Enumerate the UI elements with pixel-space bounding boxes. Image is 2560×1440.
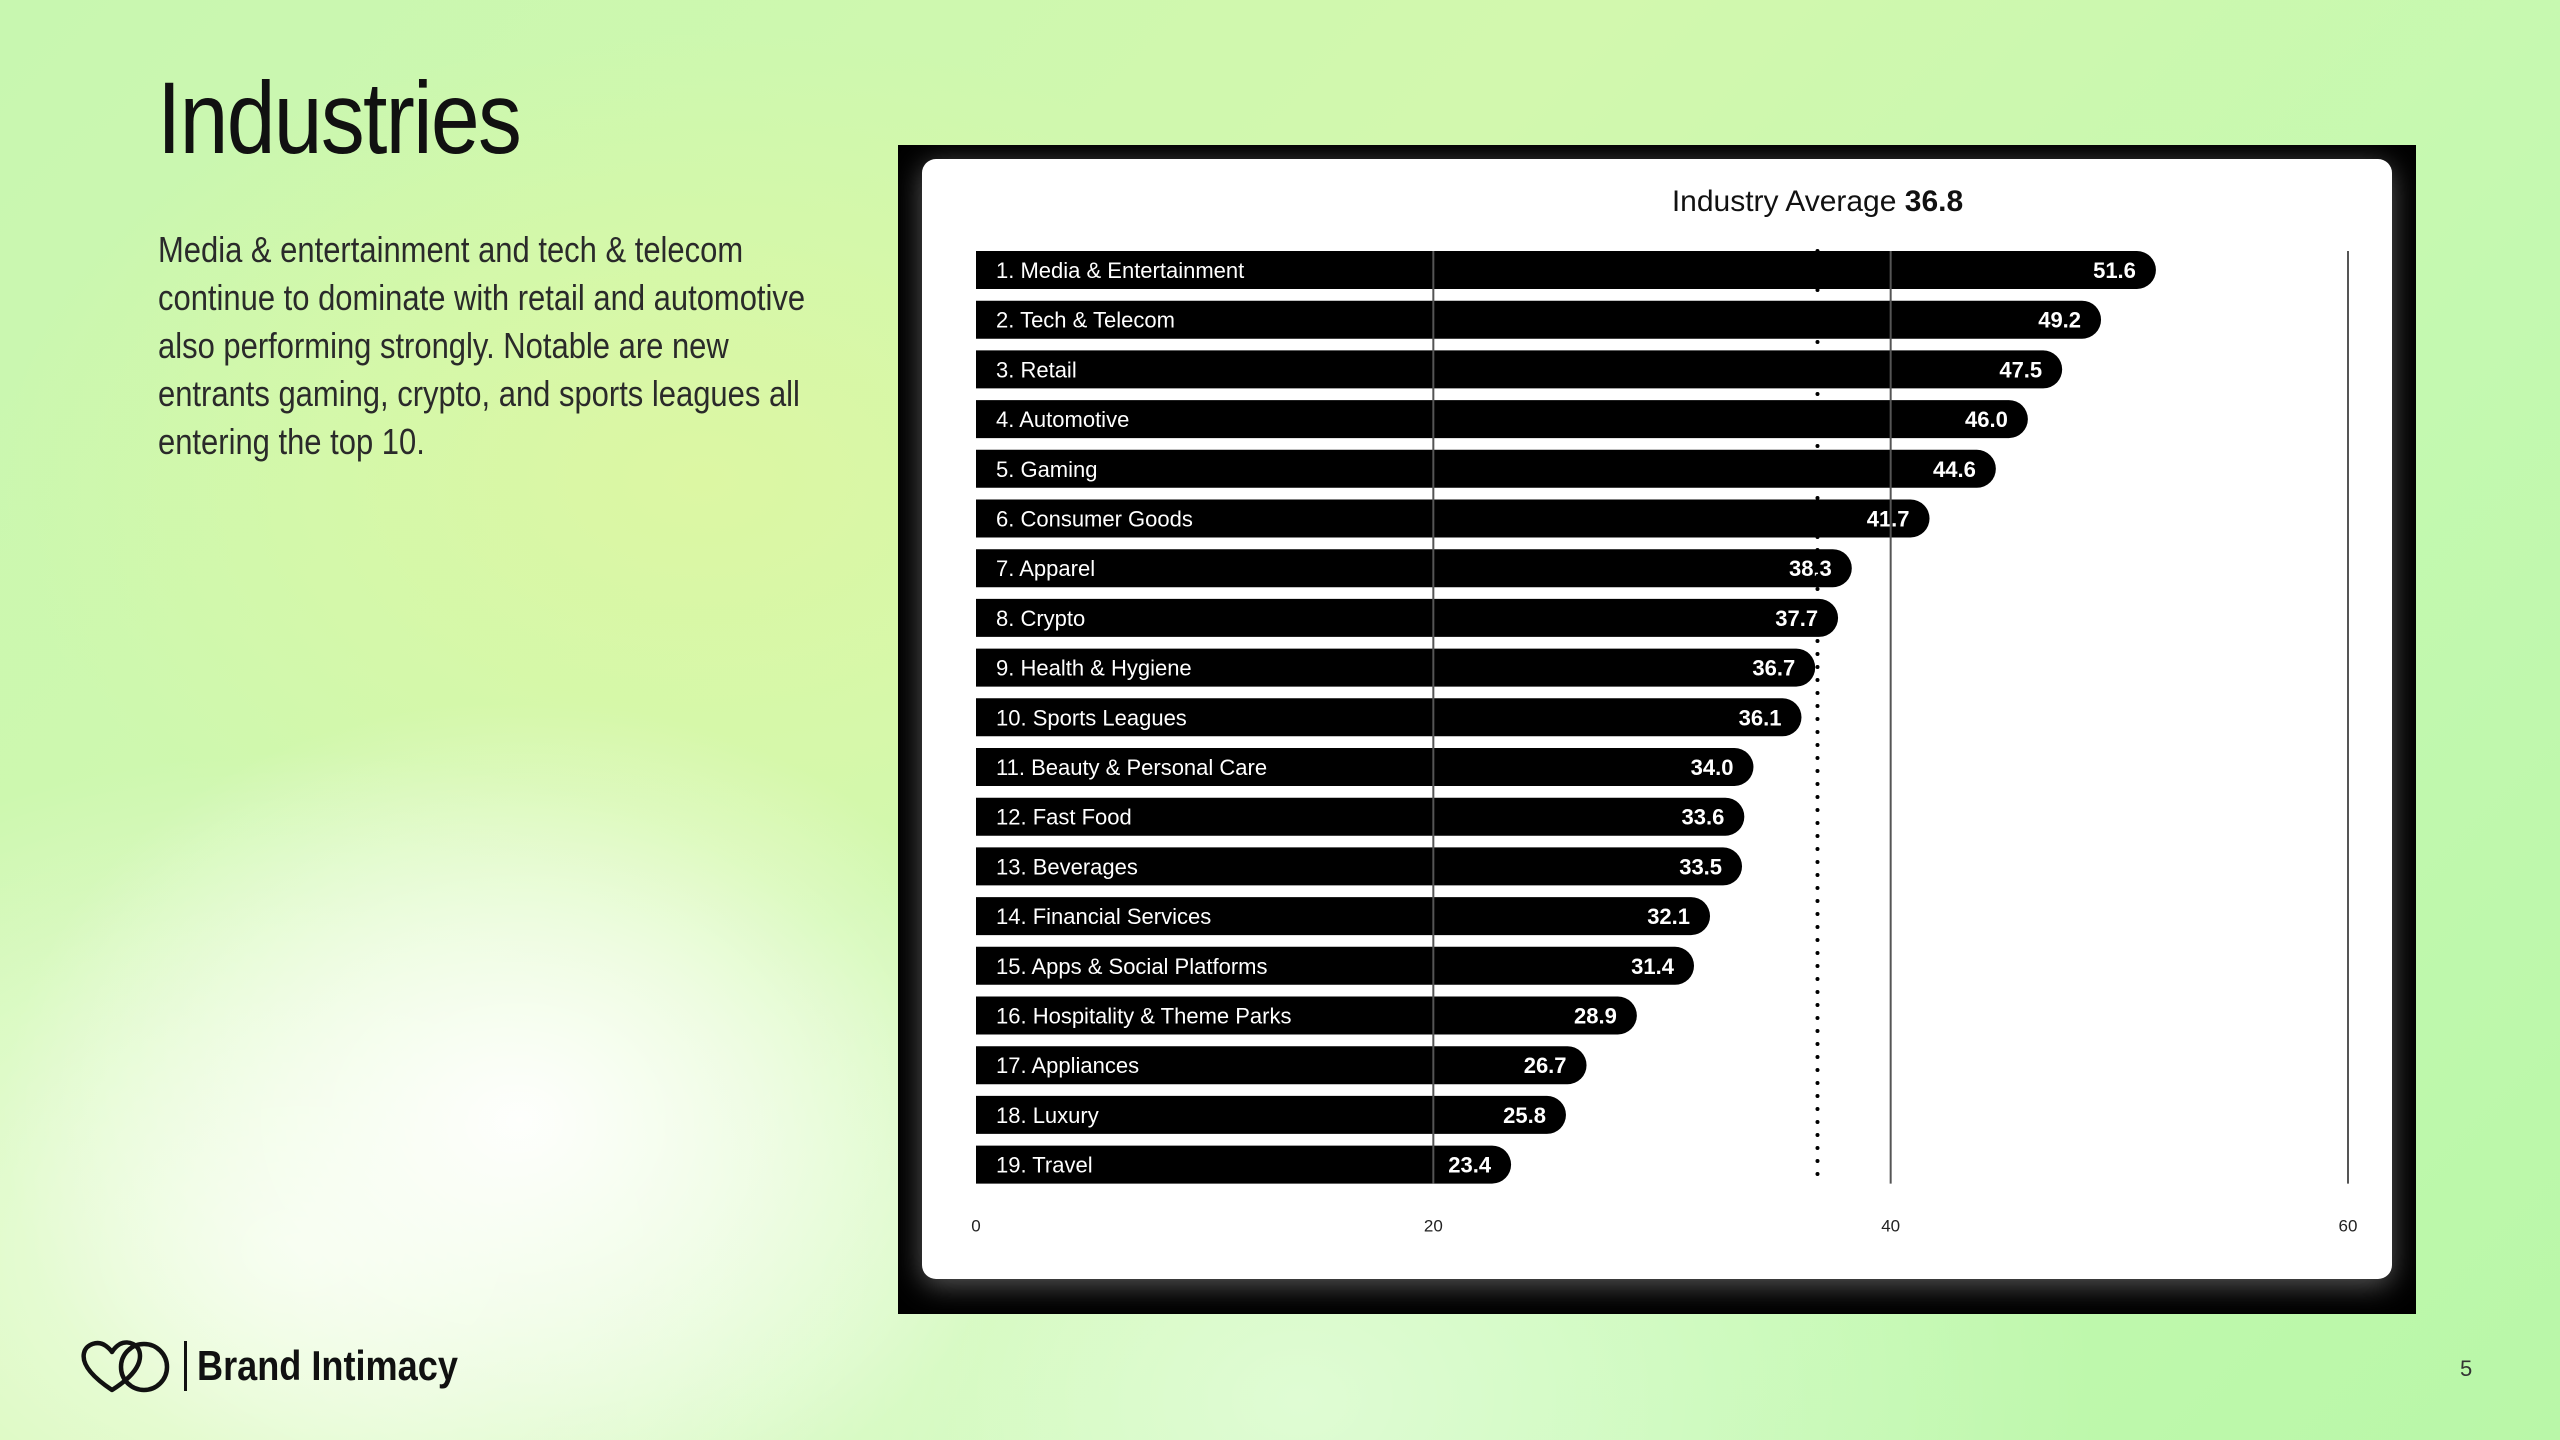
- x-tick-label: 0: [971, 1216, 981, 1236]
- page-number: 5: [2460, 1356, 2473, 1381]
- brand-name: Brand Intimacy: [197, 1342, 458, 1389]
- bar-category-label: 17. Appliances: [996, 1053, 1140, 1079]
- chart-title-value: 36.8: [1904, 185, 1964, 218]
- x-tick-label: 60: [2338, 1216, 2358, 1236]
- bar-value-label: 33.6: [1681, 804, 1725, 830]
- bar-category-label: 6. Consumer Goods: [996, 506, 1193, 532]
- bar-category-label: 13. Beverages: [996, 854, 1138, 880]
- bar-value-label: 47.5: [1999, 357, 2043, 383]
- bar-category-label: 7. Apparel: [996, 556, 1096, 582]
- industry-bar-chart: [898, 145, 2416, 1314]
- bar-value-label: 23.4: [1448, 1152, 1492, 1178]
- bar-category-label: 16. Hospitality & Theme Parks: [996, 1003, 1292, 1029]
- brand-logo: [78, 1336, 500, 1396]
- bar-value-label: 36.1: [1738, 705, 1782, 731]
- bar-value-label: 26.7: [1523, 1053, 1567, 1079]
- bar-value-label: 25.8: [1503, 1102, 1546, 1128]
- bar-category-label: 3. Retail: [996, 357, 1077, 383]
- bar-category-label: 4. Automotive: [996, 407, 1130, 433]
- bar-category-label: 19. Travel: [996, 1152, 1093, 1178]
- interlocking-hearts-icon: [78, 1336, 174, 1396]
- x-tick-label: 20: [1423, 1216, 1443, 1236]
- bar-value-label: 38.3: [1788, 556, 1832, 582]
- bar-3: [976, 350, 2062, 388]
- chart-title-label: Industry Average: [1671, 185, 1905, 218]
- bar-category-label: 15. Apps & Social Platforms: [996, 953, 1268, 979]
- chart-title: [1672, 185, 1963, 218]
- bar-value-label: 36.7: [1752, 655, 1796, 681]
- bar-7: [976, 549, 1852, 587]
- bar-8: [976, 599, 1838, 637]
- bar-5: [976, 450, 1996, 488]
- bar-value-label: 32.1: [1647, 904, 1691, 930]
- bar-category-label: 12. Fast Food: [996, 804, 1132, 830]
- bar-category-label: 14. Financial Services: [996, 904, 1212, 930]
- bar-value-label: 49.2: [2038, 307, 2082, 333]
- bar-category-label: 1. Media & Entertainment: [996, 258, 1245, 283]
- bar-category-label: 9. Health & Hygiene: [996, 655, 1192, 681]
- bar-value-label: 31.4: [1631, 953, 1675, 979]
- bar-category-label: 5. Gaming: [996, 456, 1098, 482]
- bar-value-label: 41.7: [1866, 506, 1910, 532]
- bar-value-label: 46.0: [1965, 407, 2008, 433]
- bar-4: [976, 400, 2028, 438]
- bar-category-label: 10. Sports Leagues: [996, 705, 1187, 731]
- logo-separator: [184, 1341, 187, 1391]
- bar-value-label: 33.5: [1679, 854, 1723, 880]
- bar-value-label: 34.0: [1690, 755, 1734, 780]
- bar-value-label: 37.7: [1775, 605, 1819, 631]
- page-title: Industries: [157, 61, 521, 175]
- page-description: Media & entertainment and tech & telecom continue to dominate with retail and automotive also performing strongly. Notable are new entrants gaming, crypto, and sports leagues all entering the top 10.: [158, 229, 806, 462]
- bar-value-label: 44.6: [1933, 456, 1976, 482]
- bar-category-label: 11. Beauty & Personal Care: [996, 755, 1268, 780]
- x-tick-label: 40: [1881, 1216, 1901, 1236]
- bar-category-label: 8. Crypto: [996, 605, 1086, 631]
- bar-category-label: 18. Luxury: [996, 1102, 1099, 1128]
- bar-value-label: 28.9: [1574, 1003, 1617, 1029]
- chart-frame: [898, 145, 2416, 1314]
- bar-category-label: 2. Tech & Telecom: [996, 307, 1175, 333]
- bar-value-label: 51.6: [2093, 258, 2136, 283]
